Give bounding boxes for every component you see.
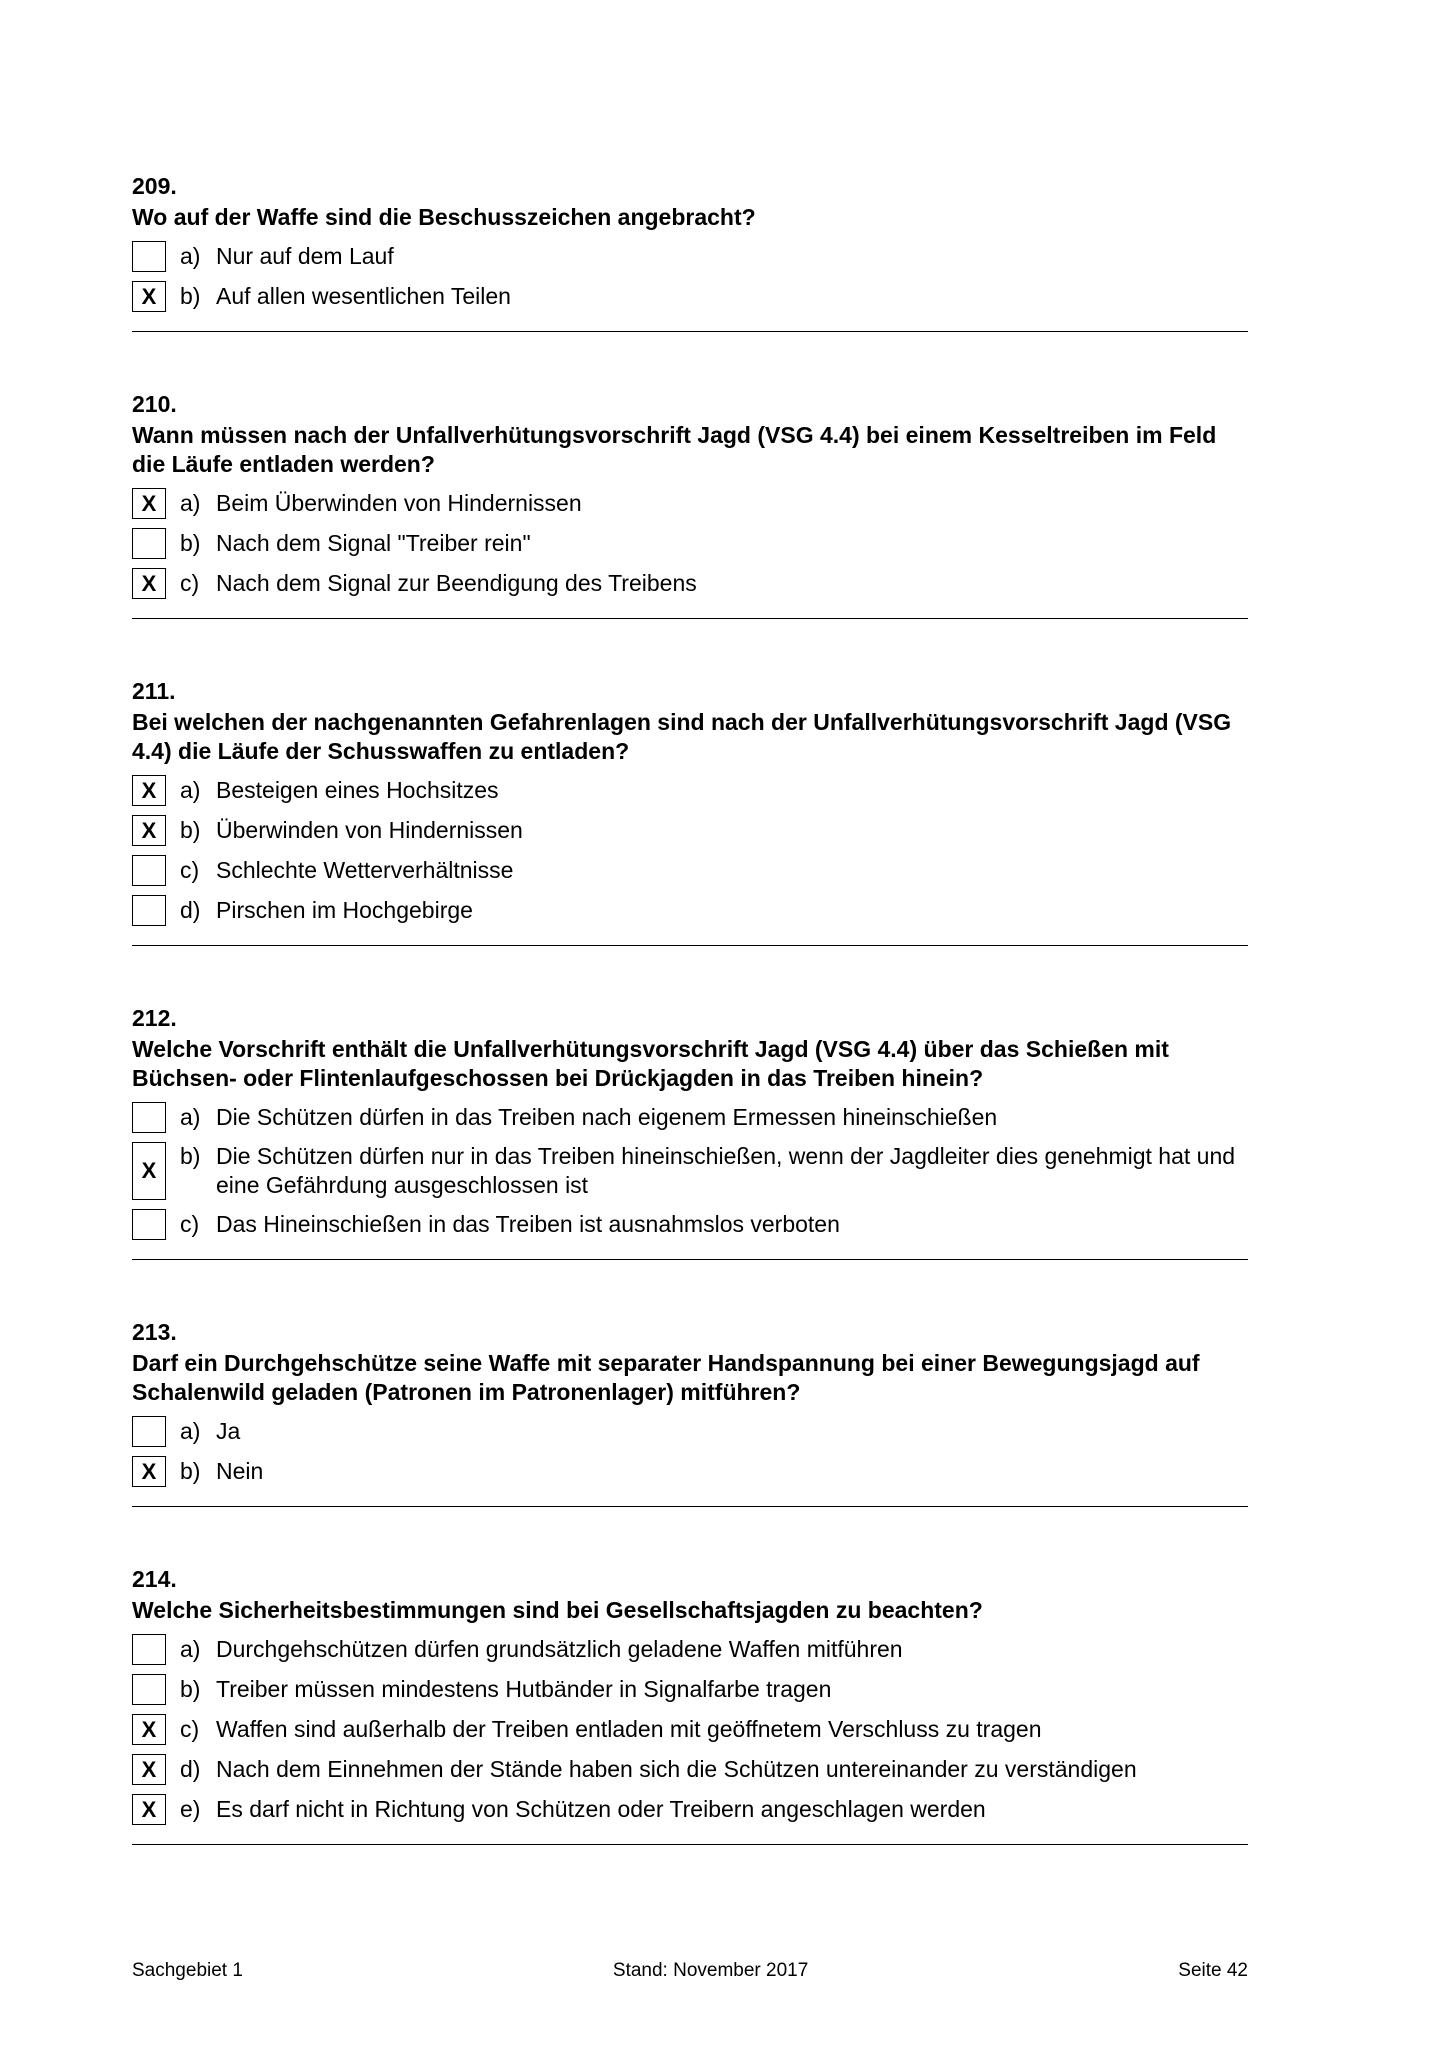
answer-option [132,568,1248,599]
footer-subject-area: Sachgebiet 1 [132,1960,243,1981]
answer-text: Das Hineinschießen in das Treiben ist ausnahmslos verboten [216,1211,840,1237]
answer-letter: a) [180,1636,201,1662]
answer-option [132,1714,1248,1745]
footer-revision-date: Stand: November 2017 [612,1960,809,1981]
question-list [132,172,1248,1903]
answer-letter: a) [180,1418,201,1444]
answer-checkbox[interactable] [132,1209,166,1240]
answer-text: Nach dem Signal "Treiber rein" [216,530,531,556]
question-210 [132,390,1248,619]
question-211 [132,677,1248,946]
answer-text: Nur auf dem Lauf [216,243,394,269]
answer-letter: a) [180,777,201,803]
answer-text: Besteigen eines Hochsitzes [216,777,499,803]
answer-checkbox[interactable] [132,1634,166,1665]
answer-letter: b) [180,1676,201,1702]
answer-checkbox[interactable] [132,1674,166,1705]
footer-page-number: Seite 42 [1178,1960,1248,1981]
answer-list [132,241,1248,312]
answer-checkbox[interactable] [132,855,166,886]
answer-text: Waffen sind außerhalb der Treiben entladen mit geöffnetem Verschluss zu tragen [216,1716,1042,1742]
answer-checkbox[interactable] [132,528,166,559]
answer-checkbox[interactable]: X [132,1794,166,1825]
answer-letter: a) [180,1104,201,1130]
question-text: Bei welchen der nachgenannten Gefahrenlagen sind nach der Unfallverhütungsvorschrift Jagd (VSG 4.4) die Läufe der Schusswaffen zu entladen? [132,709,1232,764]
answer-option [132,241,1248,272]
answer-option [132,1142,1248,1200]
answer-letter: b) [180,817,201,843]
answer-option [132,1794,1248,1825]
answer-list [132,1102,1248,1240]
answer-letter: c) [180,570,200,596]
answer-text: Schlechte Wetterverhältnisse [216,857,514,883]
answer-letter: e) [180,1796,201,1822]
page-footer [132,1960,1248,1982]
answer-letter: b) [180,1458,201,1484]
question-212 [132,1004,1248,1260]
answer-letter: a) [180,243,201,269]
answer-letter: c) [180,1211,200,1237]
answer-option [132,815,1248,846]
question-number: 210. [132,391,177,417]
answer-letter: c) [180,1716,200,1742]
answer-letter: b) [180,530,201,556]
question-number: 211. [132,678,176,704]
answer-option [132,1416,1248,1447]
answer-option [132,1102,1248,1133]
question-text: Welche Vorschrift enthält die Unfallverhütungsvorschrift Jagd (VSG 4.4) über das Schießen mit Büchsen- oder Flintenlaufgeschossen bei Drückjagden in das Treiben hinein? [132,1036,1169,1091]
question-number: 209. [132,173,177,199]
answer-checkbox[interactable]: X [132,815,166,846]
answer-letter: b) [180,283,201,309]
answer-checkbox[interactable] [132,1416,166,1447]
question-text: Wo auf der Waffe sind die Beschusszeichen angebracht? [132,204,756,230]
answer-letter: a) [180,490,201,516]
answer-option [132,1456,1248,1487]
answer-checkbox[interactable]: X [132,1754,166,1785]
question-number: 214. [132,1566,177,1592]
answer-text: Beim Überwinden von Hindernissen [216,490,582,516]
answer-text: Auf allen wesentlichen Teilen [216,283,511,309]
answer-checkbox[interactable]: X [132,488,166,519]
answer-letter: b) [180,1143,201,1169]
answer-text: Nein [216,1458,264,1484]
answer-checkbox[interactable]: X [132,1714,166,1745]
answer-list [132,1634,1248,1825]
answer-option [132,488,1248,519]
answer-checkbox[interactable]: X [132,568,166,599]
answer-option [132,775,1248,806]
question-number: 213. [132,1319,177,1345]
answer-text: Die Schützen dürfen nur in das Treiben hineinschießen, wenn der Jagdleiter dies genehmigt hat und eine Gefährdung ausgeschlossen ist [216,1143,1236,1198]
answer-checkbox[interactable] [132,241,166,272]
answer-option [132,1754,1248,1785]
answer-text: Überwinden von Hindernissen [216,817,523,843]
answer-text: Ja [216,1418,241,1444]
answer-text: Pirschen im Hochgebirge [216,897,473,923]
answer-checkbox[interactable]: X [132,281,166,312]
answer-checkbox[interactable] [132,895,166,926]
answer-text: Die Schützen dürfen in das Treiben nach eigenem Ermessen hineinschießen [216,1104,998,1130]
question-text: Wann müssen nach der Unfallverhütungsvorschrift Jagd (VSG 4.4) bei einem Kesseltreiben im Feld die Läufe entladen werden? [132,422,1217,477]
answer-checkbox[interactable]: X [132,775,166,806]
answer-option [132,1209,1248,1240]
question-213 [132,1318,1248,1507]
question-214 [132,1565,1248,1845]
answer-list [132,775,1248,926]
question-number: 212. [132,1005,177,1031]
answer-text: Nach dem Signal zur Beendigung des Treibens [216,570,697,596]
answer-checkbox[interactable]: X [132,1142,166,1200]
answer-option [132,281,1248,312]
answer-text: Treiber müssen mindestens Hutbänder in Signalfarbe tragen [216,1676,832,1702]
answer-text: Nach dem Einnehmen der Stände haben sich die Schützen untereinander zu verständigen [216,1756,1137,1782]
answer-text: Es darf nicht in Richtung von Schützen oder Treibern angeschlagen werden [216,1796,986,1822]
answer-letter: d) [180,1756,201,1782]
answer-option [132,1674,1248,1705]
answer-text: Durchgehschützen dürfen grundsätzlich geladene Waffen mitführen [216,1636,903,1662]
answer-letter: d) [180,897,201,923]
question-209 [132,172,1248,332]
question-text: Welche Sicherheitsbestimmungen sind bei Gesellschaftsjagden zu beachten? [132,1597,983,1623]
answer-option [132,895,1248,926]
answer-option [132,855,1248,886]
answer-list [132,488,1248,599]
question-text: Darf ein Durchgehschütze seine Waffe mit separater Handspannung bei einer Bewegungsjagd auf Schalenwild geladen (Patronen im Patronenlager) mitführen? [132,1350,1200,1405]
answer-list [132,1416,1248,1487]
answer-option [132,528,1248,559]
answer-checkbox[interactable] [132,1102,166,1133]
answer-letter: c) [180,857,200,883]
answer-checkbox[interactable]: X [132,1456,166,1487]
answer-option [132,1634,1248,1665]
